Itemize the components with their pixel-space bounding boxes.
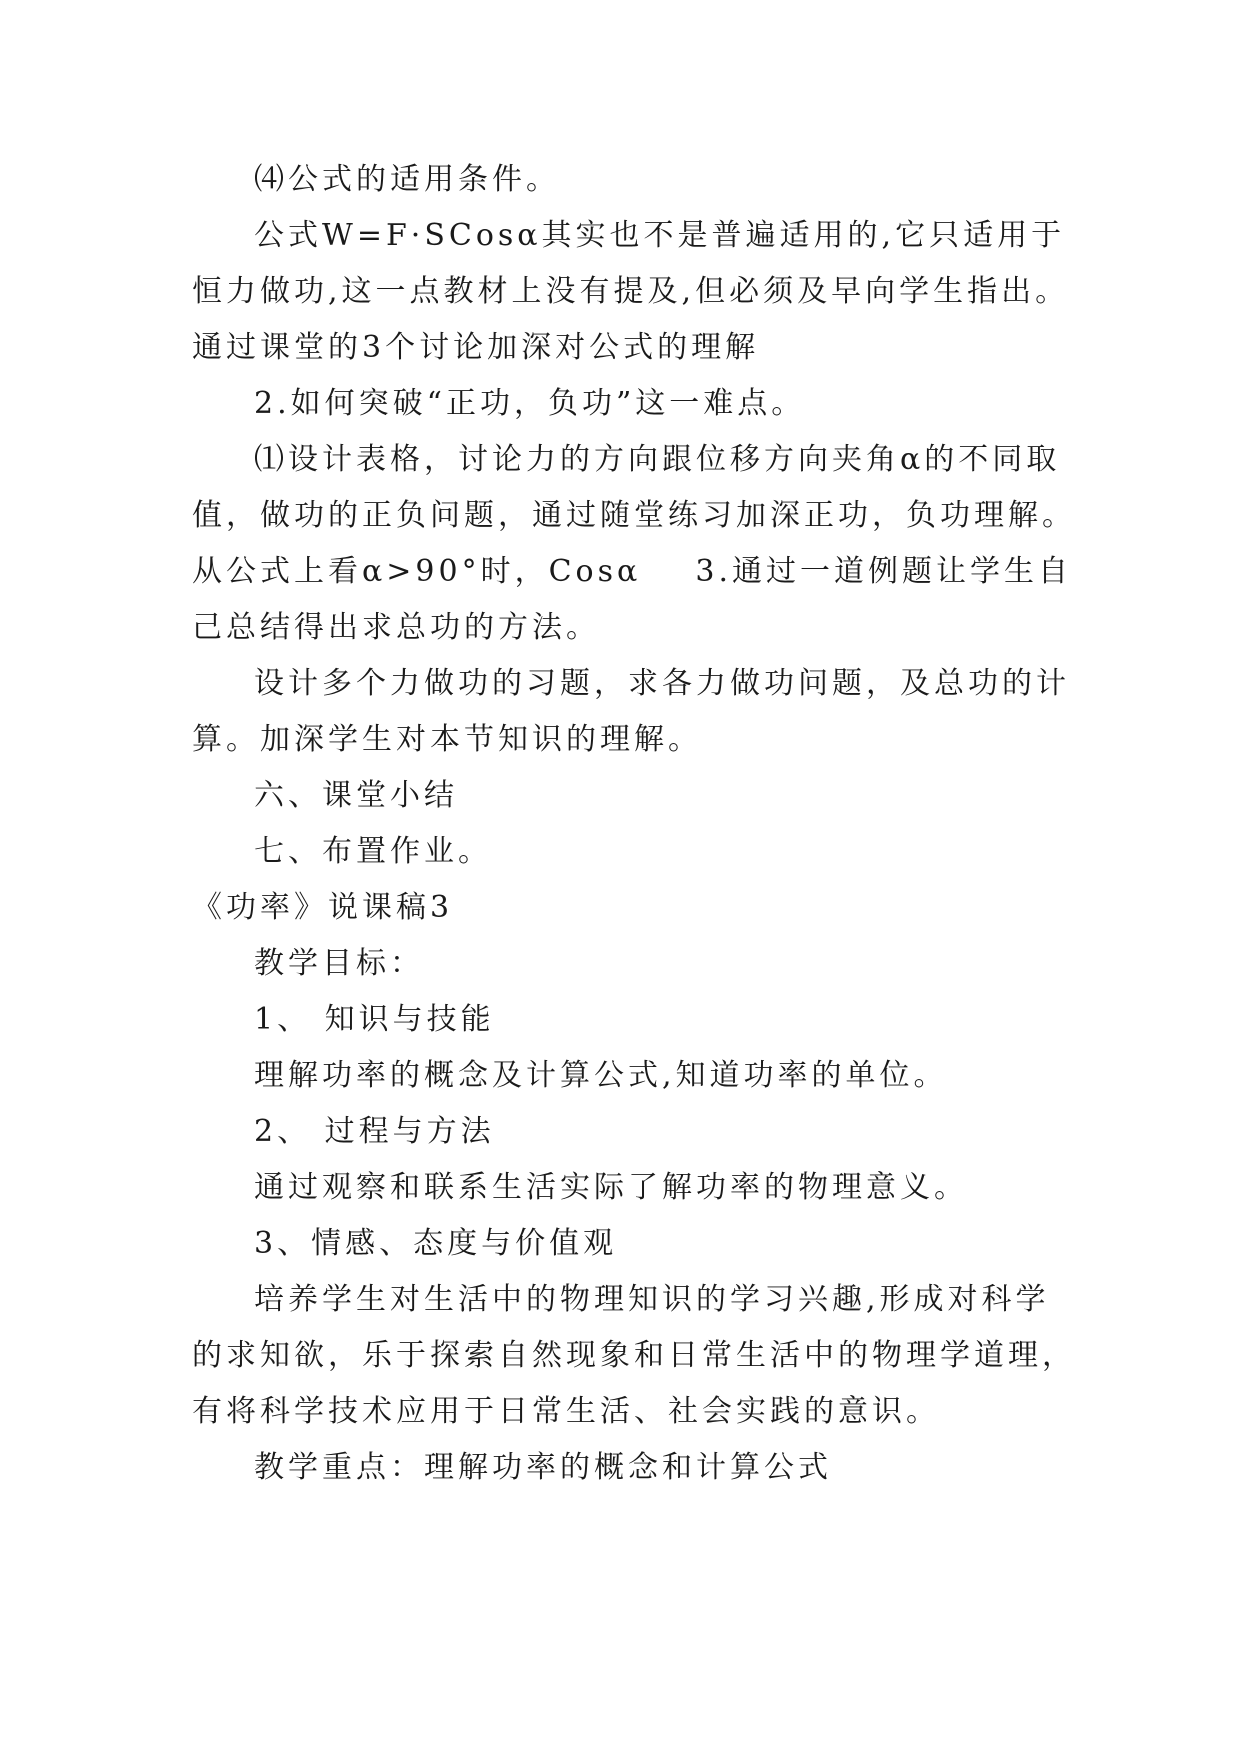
text-line: 从公式上看α>90°时，Cosα 3.通过一道例题让学生自 — [192, 554, 1073, 589]
text-line: 教学目标： — [254, 946, 424, 981]
section-heading: 《功率》说课稿3 — [192, 890, 454, 925]
text-line: 算。加深学生对本节知识的理解。 — [192, 722, 702, 757]
text-line: 1、 知识与技能 — [254, 1002, 495, 1037]
text-line: 教学重点：理解功率的概念和计算公式 — [254, 1450, 832, 1485]
text-line: 有将科学技术应用于日常生活、社会实践的意识。 — [192, 1394, 940, 1429]
text-line: 通过观察和联系生活实际了解功率的物理意义。 — [254, 1170, 968, 1205]
text-line: 2.如何突破“正功，负功”这一难点。 — [254, 386, 806, 421]
text-line: 2、 过程与方法 — [254, 1114, 495, 1149]
text-line: 恒力做功,这一点教材上没有提及,但必须及早向学生指出。 — [192, 274, 1070, 309]
text-line: 3、情感、态度与价值观 — [254, 1226, 618, 1261]
text-line: 七、布置作业。 — [254, 834, 492, 869]
text-line: 六、课堂小结 — [254, 778, 458, 813]
text-line: 值，做功的正负问题，通过随堂练习加深正功，负功理解。 — [192, 498, 1076, 533]
text-line: 的求知欲，乐于探索自然现象和日常生活中的物理学道理， — [192, 1338, 1076, 1373]
text-line: 通过课堂的3个讨论加深对公式的理解 — [192, 330, 760, 365]
text-line: 己总结得出求总功的方法。 — [192, 610, 600, 645]
text-line: 理解功率的概念及计算公式,知道功率的单位。 — [254, 1058, 948, 1093]
text-line: ⑷公式的适用条件。 — [254, 162, 560, 197]
text-line: 培养学生对生活中的物理知识的学习兴趣,形成对科学 — [254, 1282, 1050, 1317]
text-line: 公式W=F·SCosα其实也不是普遍适用的,它只适用于 — [254, 218, 1066, 253]
text-line: 设计多个力做功的习题，求各力做功问题，及总功的计 — [254, 666, 1070, 701]
text-line: ⑴设计表格，讨论力的方向跟位移方向夹角α的不同取 — [254, 442, 1061, 477]
